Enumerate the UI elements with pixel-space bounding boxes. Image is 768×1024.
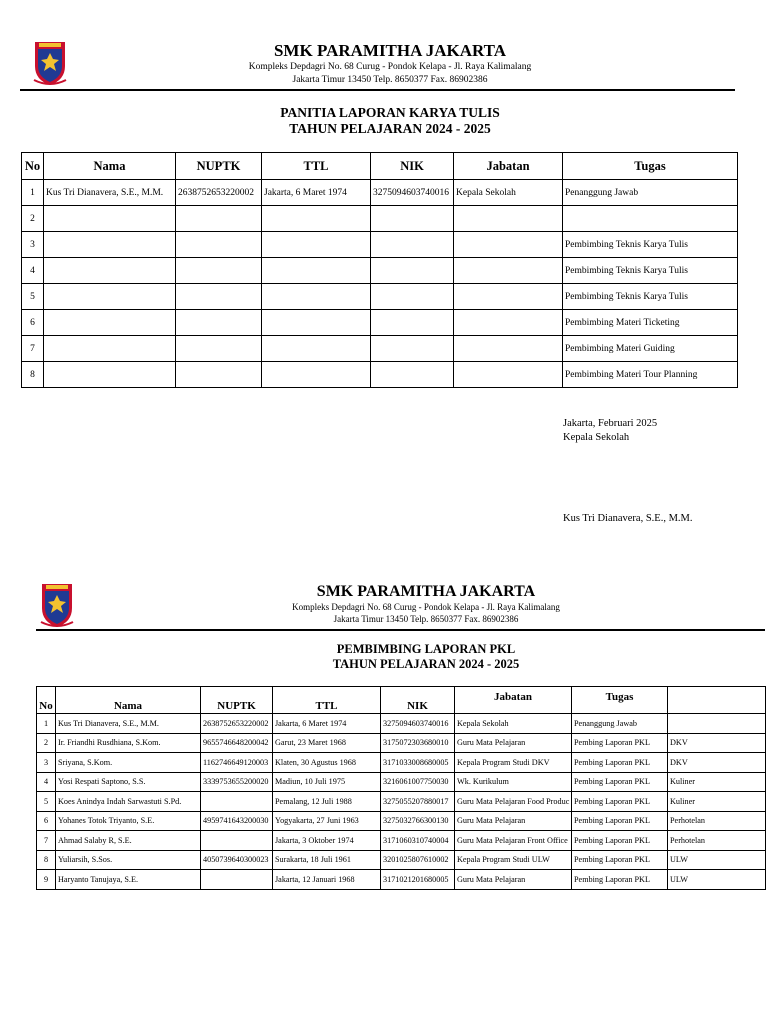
cell-tugas: Penanggung Jawab (563, 180, 738, 206)
cell-nama: Sriyana, S.Kom. (56, 753, 201, 773)
school-address-line1: Kompleks Depdagri No. 68 Curug - Pondok Kelapa - Jl. Raya Kalimalang (292, 602, 560, 612)
cell-ttl: Madiun, 10 Juli 1975 (273, 772, 381, 792)
header-no: No (37, 687, 56, 714)
cell-bidang: Kuliner (668, 772, 766, 792)
cell-nuptk (201, 792, 273, 812)
cell-no: 7 (37, 831, 56, 851)
header-jabatan: Jabatan (455, 687, 572, 714)
cell-bidang: Kuliner (668, 792, 766, 812)
signature-place-date: Jakarta, Februari 2025 (563, 418, 658, 429)
cell-ttl: Jakarta, 12 Januari 1968 (273, 870, 381, 890)
cell-jabatan: Kepala Sekolah (455, 714, 572, 734)
document-title-line2: TAHUN PELAJARAN 2024 - 2025 (289, 121, 491, 136)
document-title-line2: TAHUN PELAJARAN 2024 - 2025 (332, 657, 520, 671)
signature-position: Kepala Sekolah (563, 432, 630, 443)
cell-no: 8 (37, 850, 56, 870)
cell-tugas: Pembimbing Materi Ticketing (563, 310, 738, 336)
header-ttl: TTL (262, 153, 371, 180)
cell-bidang: DKV (668, 733, 766, 753)
cell-nuptk: 9655746648200042 (201, 733, 273, 753)
cell-nuptk (201, 870, 273, 890)
cell-no: 5 (22, 284, 44, 310)
cell-tugas: Pembing Laporan PKL (572, 811, 668, 831)
letterhead-divider (36, 629, 765, 631)
cell-nama: Kus Tri Dianavera, S.E., M.M. (56, 714, 201, 734)
cell-bidang (668, 714, 766, 734)
cell-nik: 3275032766300130 (381, 811, 455, 831)
cell-nik: 3171021201680005 (381, 870, 455, 890)
table-row (37, 831, 766, 851)
school-address-line2: Jakarta Timur 13450 Telp. 8650377 Fax. 86902386 (292, 75, 488, 85)
cell-jabatan: Kepala Sekolah (454, 180, 563, 206)
header-ttl: TTL (273, 687, 381, 714)
cell-jabatan: Guru Mata Pelajaran Front Office (455, 831, 572, 851)
header-bidang (668, 687, 766, 714)
cell-nama: Koes Anindya Indah Sarwastuti S.Pd. (56, 792, 201, 812)
cell-nama: Haryanto Tanujaya, S.E. (56, 870, 201, 890)
cell-nuptk: 4959741643200030 (201, 811, 273, 831)
cell-tugas: Pembimbing Teknis Karya Tulis (563, 232, 738, 258)
cell-tugas: Pembimbing Materi Guiding (563, 336, 738, 362)
document-title (226, 642, 626, 672)
cell-nik: 3275055207880017 (381, 792, 455, 812)
document-title-line1: PANITIA LAPORAN KARYA TULIS (280, 105, 500, 120)
cell-no: 3 (22, 232, 44, 258)
cell-ttl: Pemalang, 12 Juli 1988 (273, 792, 381, 812)
header-no: No (22, 153, 44, 180)
cell-nuptk: 2638752653220002 (176, 180, 262, 206)
cell-ttl: Yogyakarta, 27 Juni 1963 (273, 811, 381, 831)
cell-no: 1 (37, 714, 56, 734)
school-name: SMK PARAMITHA JAKARTA (273, 41, 507, 60)
cell-ttl: Jakarta, 6 Maret 1974 (262, 180, 371, 206)
cell-jabatan: Guru Mata Pelajaran (455, 733, 572, 753)
cell-no: 4 (37, 772, 56, 792)
cell-nama: Yosi Respati Saptono, S.S. (56, 772, 201, 792)
cell-ttl: Jakarta, 3 Oktober 1974 (273, 831, 381, 851)
pkl-supervisor-table (36, 686, 766, 890)
cell-no: 2 (22, 206, 44, 232)
cell-tugas: Pembimbing Teknis Karya Tulis (563, 284, 738, 310)
cell-tugas: Pembimbing Teknis Karya Tulis (563, 258, 738, 284)
table-row (37, 753, 766, 773)
cell-nama: Ahmad Salaby R, S.E. (56, 831, 201, 851)
cell-no: 3 (37, 753, 56, 773)
school-address-line2: Jakarta Timur 13450 Telp. 8650377 Fax. 86902386 (333, 614, 519, 624)
header-nama: Nama (56, 687, 201, 714)
cell-nuptk: 1162746649120003 (201, 753, 273, 773)
cell-nuptk: 4050739640300023 (201, 850, 273, 870)
cell-bidang: Perhotelan (668, 831, 766, 851)
cell-no: 6 (37, 811, 56, 831)
cell-nuptk: 2638752653220002 (201, 714, 273, 734)
cell-no: 2 (37, 733, 56, 753)
cell-tugas: Pembing Laporan PKL (572, 772, 668, 792)
cell-ttl: Garut, 23 Maret 1968 (273, 733, 381, 753)
cell-nik: 3201025807610002 (381, 850, 455, 870)
cell-tugas: Pembimbing Materi Tour Planning (563, 362, 738, 388)
cell-no: 9 (37, 870, 56, 890)
header-tugas: Tugas (563, 153, 738, 180)
cell-no: 5 (37, 792, 56, 812)
cell-tugas: Pembing Laporan PKL (572, 850, 668, 870)
school-address-line1: Kompleks Depdagri No. 68 Curug - Pondok Kelapa - Jl. Raya Kalimalang (248, 62, 532, 72)
cell-nik: 3275094603740016 (371, 180, 454, 206)
header-nik: NIK (381, 687, 455, 714)
cell-jabatan: Wk. Kurikulum (455, 772, 572, 792)
school-logo-icon (40, 582, 74, 628)
school-name: SMK PARAMITHA JAKARTA (316, 583, 536, 600)
cell-nama: Yuliarsih, S.Sos. (56, 850, 201, 870)
cell-nuptk: 3339753655200020 (201, 772, 273, 792)
cell-nik: 3171060310740004 (381, 831, 455, 851)
cell-nik: 3216061007750030 (381, 772, 455, 792)
document-title-line1: PEMBIMBING LAPORAN PKL (336, 642, 516, 656)
cell-tugas: Pembing Laporan PKL (572, 792, 668, 812)
table-row (37, 870, 766, 890)
cell-nik: 3175072303680010 (381, 733, 455, 753)
cell-ttl: Klaten, 30 Agustus 1968 (273, 753, 381, 773)
table-row (37, 792, 766, 812)
table-row (37, 733, 766, 753)
cell-tugas: Penanggung Jawab (572, 714, 668, 734)
header-jabatan: Jabatan (454, 153, 563, 180)
cell-tugas: Pembing Laporan PKL (572, 753, 668, 773)
cell-tugas: Pembing Laporan PKL (572, 831, 668, 851)
cell-ttl: Jakarta, 6 Maret 1974 (273, 714, 381, 734)
cell-tugas: Pembing Laporan PKL (572, 870, 668, 890)
table-header-row (37, 687, 766, 714)
header-tugas: Tugas (572, 687, 668, 714)
header-nama: Nama (44, 153, 176, 180)
cell-nama: Ir. Friandhi Rusdhiana, S.Kom. (56, 733, 201, 753)
cell-jabatan: Kepala Program Studi DKV (455, 753, 572, 773)
cell-bidang: ULW (668, 850, 766, 870)
cell-no: 6 (22, 310, 44, 336)
header-nik: NIK (371, 153, 454, 180)
cell-jabatan: Guru Mata Pelajaran (455, 870, 572, 890)
cell-tugas: Pembing Laporan PKL (572, 733, 668, 753)
cell-nama: Yohanes Totok Triyanto, S.E. (56, 811, 201, 831)
table-row (37, 811, 766, 831)
cell-jabatan: Guru Mata Pelajaran (455, 811, 572, 831)
table-row (37, 714, 766, 734)
table-row (37, 772, 766, 792)
cell-no: 1 (22, 180, 44, 206)
cell-no: 7 (22, 336, 44, 362)
cell-no: 4 (22, 258, 44, 284)
cell-nik: 3275094603740016 (381, 714, 455, 734)
cell-no: 8 (22, 362, 44, 388)
header-nuptk: NUPTK (176, 153, 262, 180)
cell-jabatan: Guru Mata Pelajaran Food Produc (455, 792, 572, 812)
header-nuptk: NUPTK (201, 687, 273, 714)
table-row (37, 850, 766, 870)
cell-bidang: ULW (668, 870, 766, 890)
cell-bidang: DKV (668, 753, 766, 773)
cell-nama: Kus Tri Dianavera, S.E., M.M. (44, 180, 176, 206)
cell-nuptk (201, 831, 273, 851)
signature-name: Kus Tri Dianavera, S.E., M.M. (563, 513, 693, 524)
cell-jabatan: Kepala Program Studi ULW (455, 850, 572, 870)
cell-ttl: Surakarta, 18 Juli 1961 (273, 850, 381, 870)
cell-nik: 3171033008680005 (381, 753, 455, 773)
cell-bidang: Perhotelan (668, 811, 766, 831)
